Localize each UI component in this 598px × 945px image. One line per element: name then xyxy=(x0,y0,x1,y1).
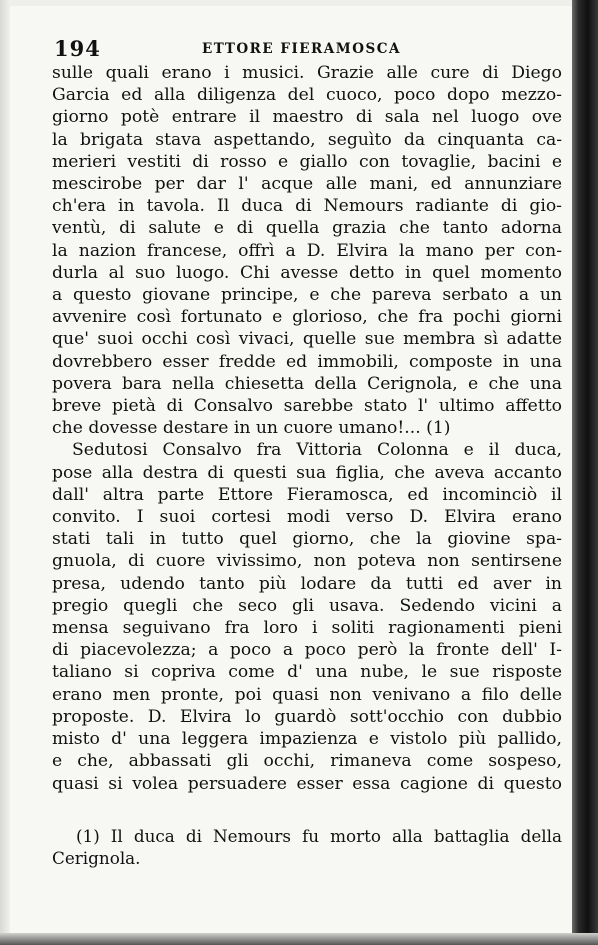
text-line: taliano si copriva come d' una nube, le sue risposte xyxy=(52,662,562,683)
text-line: povera bara nella chiesetta della Cerignola, e che una xyxy=(52,373,562,394)
footnote-line: Cerignola. xyxy=(52,848,141,868)
text-line: pose alla destra di questi sua figlia, che aveva accanto xyxy=(52,462,562,483)
text-line: stati tali in tutto quel giorno, che la giovine spa- xyxy=(52,529,562,550)
footnote-line: (1) Il duca di Nemours fu morto alla battaglia della xyxy=(76,826,562,846)
text-line: la brigata stava aspettando, seguìto da cinquanta ca- xyxy=(52,129,562,150)
page-header xyxy=(54,36,554,60)
text-line: convito. I suoi cortesi modi verso D. Elvira erano xyxy=(52,507,562,528)
text-line: durla al suo luogo. Chi avesse detto in quel momento xyxy=(52,262,562,283)
text-line: que' suoi occhi così vivaci, quelle sue membra sì adatte xyxy=(52,329,562,350)
text-line: avvenire così fortunato e glorioso, che fra pochi giorni xyxy=(52,307,562,328)
page-bottom-edge xyxy=(0,933,598,945)
running-title: ETTORE FIERAMOSCA xyxy=(202,41,401,57)
text-line: pregio quegli che seco gli usava. Sedendo vicini a xyxy=(52,595,562,616)
text-line: giorno potè entrare il maestro di sala nel luogo ove xyxy=(52,107,562,128)
text-line: presa, udendo tanto più lodare da tutti ed aver in xyxy=(52,573,562,594)
text-line: Garcia ed alla diligenza del cuoco, poco dopo mezzo- xyxy=(52,85,562,106)
footnote xyxy=(52,825,562,869)
text-line: misto d' una leggera impazienza e vistolo più pallido, xyxy=(52,729,562,750)
text-line: mescirobe per dar l' acque alle mani, ed annunziare xyxy=(52,174,562,195)
text-line: che dovesse destare in un cuore umano!... (1) xyxy=(52,418,451,439)
body-text xyxy=(52,62,562,795)
text-line: sulle quali erano i musici. Grazie alle cure di Diego xyxy=(52,63,562,83)
text-line: merieri vestiti di rosso e giallo con tovaglie, bacini e xyxy=(52,151,562,172)
text-line: mensa seguivano fra loro i soliti ragionamenti pieni xyxy=(52,618,562,639)
text-line: dall' altra parte Ettore Fieramosca, ed incominciò il xyxy=(52,484,562,505)
page-left-edge xyxy=(0,0,10,945)
page-top-edge xyxy=(0,0,598,6)
page-number: 194 xyxy=(54,36,101,61)
text-line: Sedutosi Consalvo fra Vittoria Colonna e il duca, xyxy=(72,440,562,461)
text-line: proposte. D. Elvira lo guardò sott'occhio con dubbio xyxy=(52,706,562,727)
text-line: gnuola, di cuore vivissimo, non poteva non sentirsene xyxy=(52,551,562,572)
page-right-edge xyxy=(572,0,598,945)
text-line: erano men pronte, poi quasi non venivano a filo delle xyxy=(52,684,562,705)
text-line: a questo giovane principe, e che pareva serbato a un xyxy=(52,285,562,306)
text-line: di piacevolezza; a poco a poco però la fronte dell' I- xyxy=(52,640,562,661)
text-line: dovrebbero esser fredde ed immobili, composte in una xyxy=(52,351,562,372)
text-line: ventù, di salute e di quella grazia che tanto adorna xyxy=(52,218,562,239)
text-line: breve pietà di Consalvo sarebbe stato l' ultimo affetto xyxy=(52,396,562,417)
text-line: ch'era in tavola. Il duca di Nemours radiante di gio- xyxy=(52,196,562,217)
text-line: quasi si volea persuadere esser essa cagione di questo xyxy=(52,773,562,794)
text-line: e che, abbassati gli occhi, rimaneva come sospeso, xyxy=(52,751,562,772)
text-line: la nazion francese, offrì a D. Elvira la mano per con- xyxy=(52,240,562,261)
